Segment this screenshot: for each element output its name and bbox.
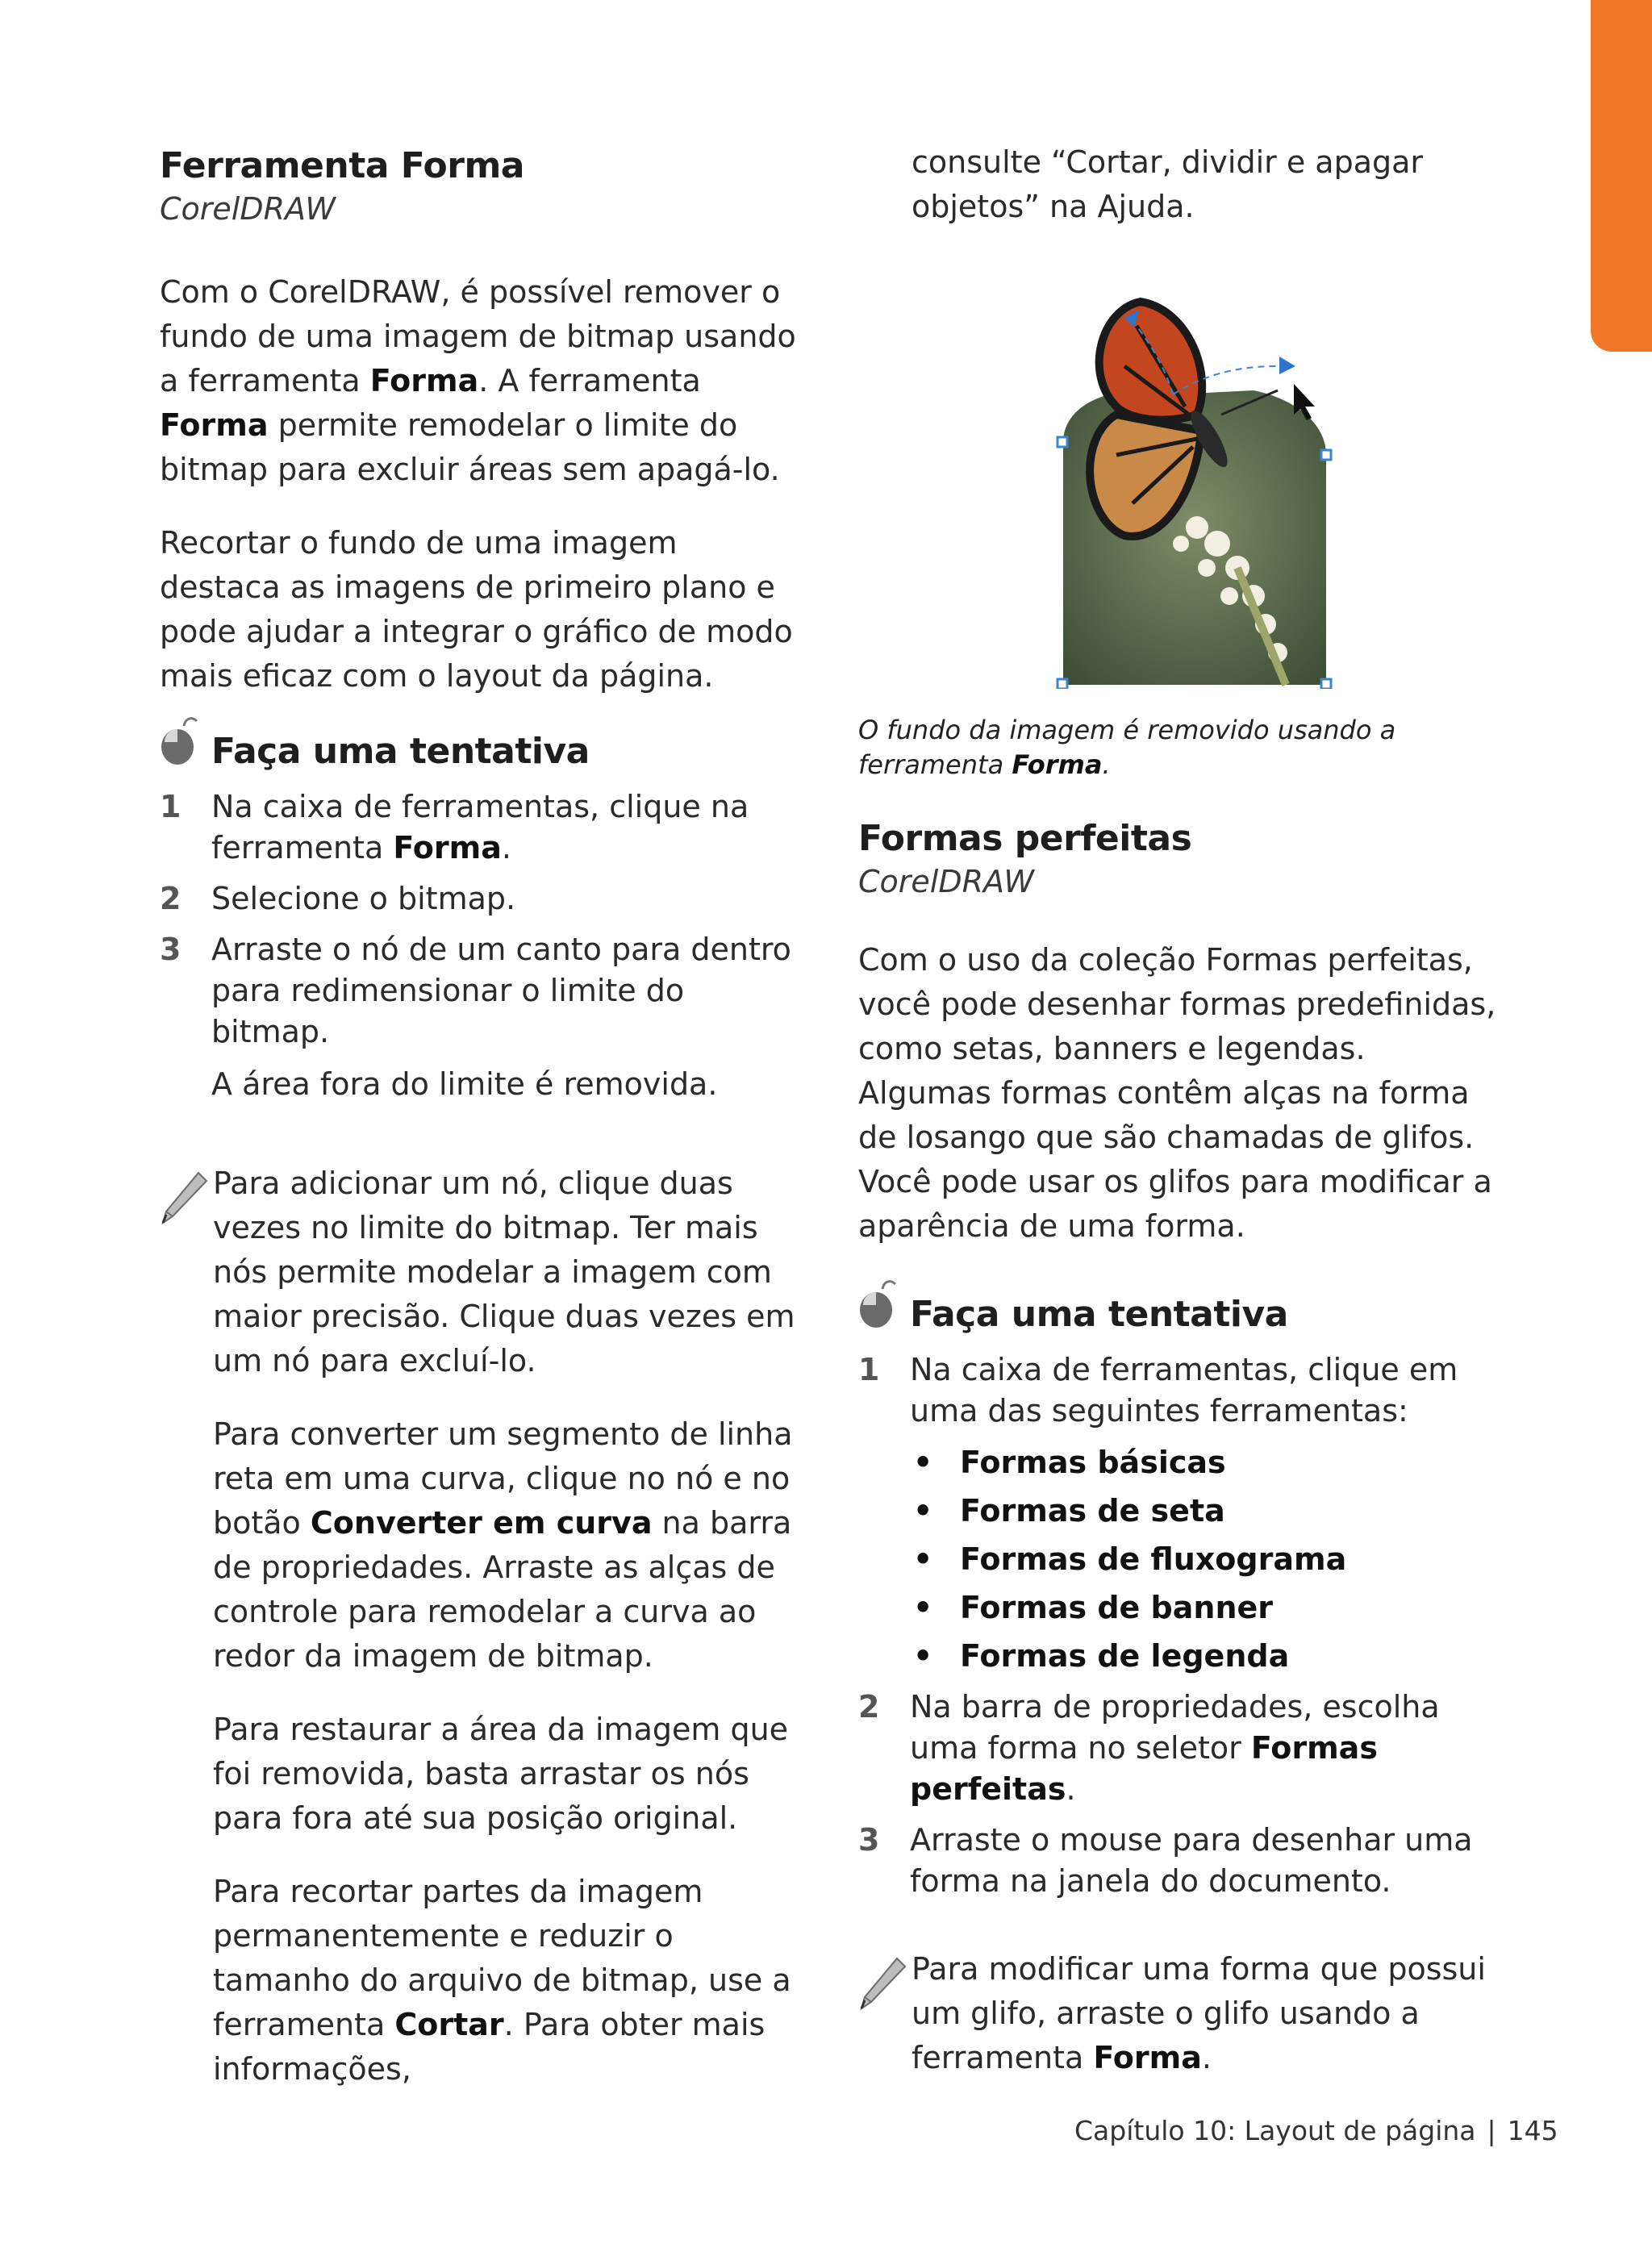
section-title-shape-tool: Ferramenta Forma: [160, 145, 525, 186]
crop-paragraph: Recortar o fundo de uma imagem destaca as imagens de primeiro plano e pode ajudar a integrar o gráfico de modo mais eficaz com o layout da página.: [160, 525, 793, 694]
step-item: 1 Na caixa de ferramentas, clique em uma das seguintes ferramentas:: [858, 1352, 1458, 1428]
note-crop: Para recortar partes da imagem permanentemente e reduzir o tamanho do arquivo de bitmap, use a ferramenta Cortar. Para obter mais informações,: [213, 1874, 791, 2087]
chapter-tab: [1591, 0, 1652, 352]
page-number: 145: [1507, 2115, 1558, 2146]
try-it-heading: [858, 1294, 1504, 1335]
pencil-icon: [160, 1170, 208, 1226]
note-block: [858, 1947, 1504, 2080]
product-label: CorelDRAW: [160, 191, 336, 227]
list-item: • Formas de legenda: [910, 1632, 1504, 1680]
list-item: • Formas de banner: [910, 1583, 1504, 1632]
note-convert-curve: Para converter um segmento de linha reta em uma curva, clique no nó e no botão Converter em curva na barra de propriedades. Arraste as alças de controle para remodelar a curva ao redor da imagem de bitmap.: [213, 1416, 793, 1674]
page-footer: Capítulo 10: Layout de página | 145: [1074, 2115, 1558, 2146]
step-item: 2 Selecione o bitmap.: [160, 881, 516, 916]
list-item: • Formas de seta: [910, 1487, 1504, 1535]
step-item: 1 Na caixa de ferramentas, clique na ferramenta Forma.: [160, 789, 749, 865]
list-item: • Formas de fluxograma: [910, 1535, 1504, 1583]
note-modify-glyph: Para modificar uma forma que possui um glifo, arraste o glifo usando a ferramenta Forma.: [912, 1951, 1486, 2075]
intro-paragraph: Com o CorelDRAW, é possível remover o fundo de uma imagem de bitmap usando a ferramenta Forma. A ferramenta Forma permite remodelar o limite do bitmap para excluir áreas sem apagá-lo.: [160, 274, 796, 487]
chapter-label: Capítulo 10: Layout de página: [1074, 2115, 1476, 2146]
continued-paragraph: consulte “Cortar, dividir e apagar objetos” na Ajuda.: [912, 144, 1424, 224]
left-column: [160, 145, 805, 2121]
image-caption: O fundo da imagem é removido usando a ferramenta Forma.: [858, 715, 1396, 780]
step-result: A área fora do limite é removida.: [211, 1066, 718, 1102]
note-block: [160, 1162, 805, 2092]
step-item: 3 Arraste o mouse para desenhar uma forma na janela do documento.: [858, 1822, 1473, 1899]
steps-list-continued: [858, 1687, 1504, 1902]
try-it-title: Faça uma tentativa: [211, 731, 590, 772]
shape-tools-list: [858, 1438, 1504, 1680]
section-title-perfect-shapes: Formas perfeitas: [858, 818, 1192, 859]
perfect-shapes-paragraph: Com o uso da coleção Formas perfeitas, você pode desenhar formas predefinidas, como setas, banners e legendas. Algumas formas contêm alças na forma de losango que são chamadas de glifos. Você pode usar os glifos para modificar a aparência de uma forma.: [858, 942, 1496, 1244]
note-restore: Para restaurar a área da imagem que foi removida, basta arrastar os nós para fora até sua posição original.: [213, 1712, 789, 1836]
product-label: CorelDRAW: [858, 864, 1034, 899]
pencil-icon: [858, 1955, 907, 2012]
mouse-icon: [160, 715, 203, 766]
step-item: 3 Arraste o nó de um canto para dentro para redimensionar o limite do bitmap.: [160, 932, 791, 1049]
steps-list: [160, 786, 805, 1053]
steps-list: [858, 1349, 1504, 1432]
try-it-title: Faça uma tentativa: [910, 1294, 1288, 1335]
note-add-node: Para adicionar um nó, clique duas vezes no limite do bitmap. Ter mais nós permite modelar a imagem com maior precisão. Clique duas vezes em um nó para excluí-lo.: [213, 1166, 795, 1378]
right-column: [858, 145, 1504, 2109]
mouse-icon: [858, 1278, 902, 1329]
step-item: 2 Na barra de propriedades, escolha uma forma no seletor Formas perfeitas.: [858, 1689, 1440, 1807]
try-it-heading: [160, 731, 805, 772]
list-item: • Formas básicas: [910, 1438, 1504, 1487]
butterfly-image: [995, 277, 1383, 689]
